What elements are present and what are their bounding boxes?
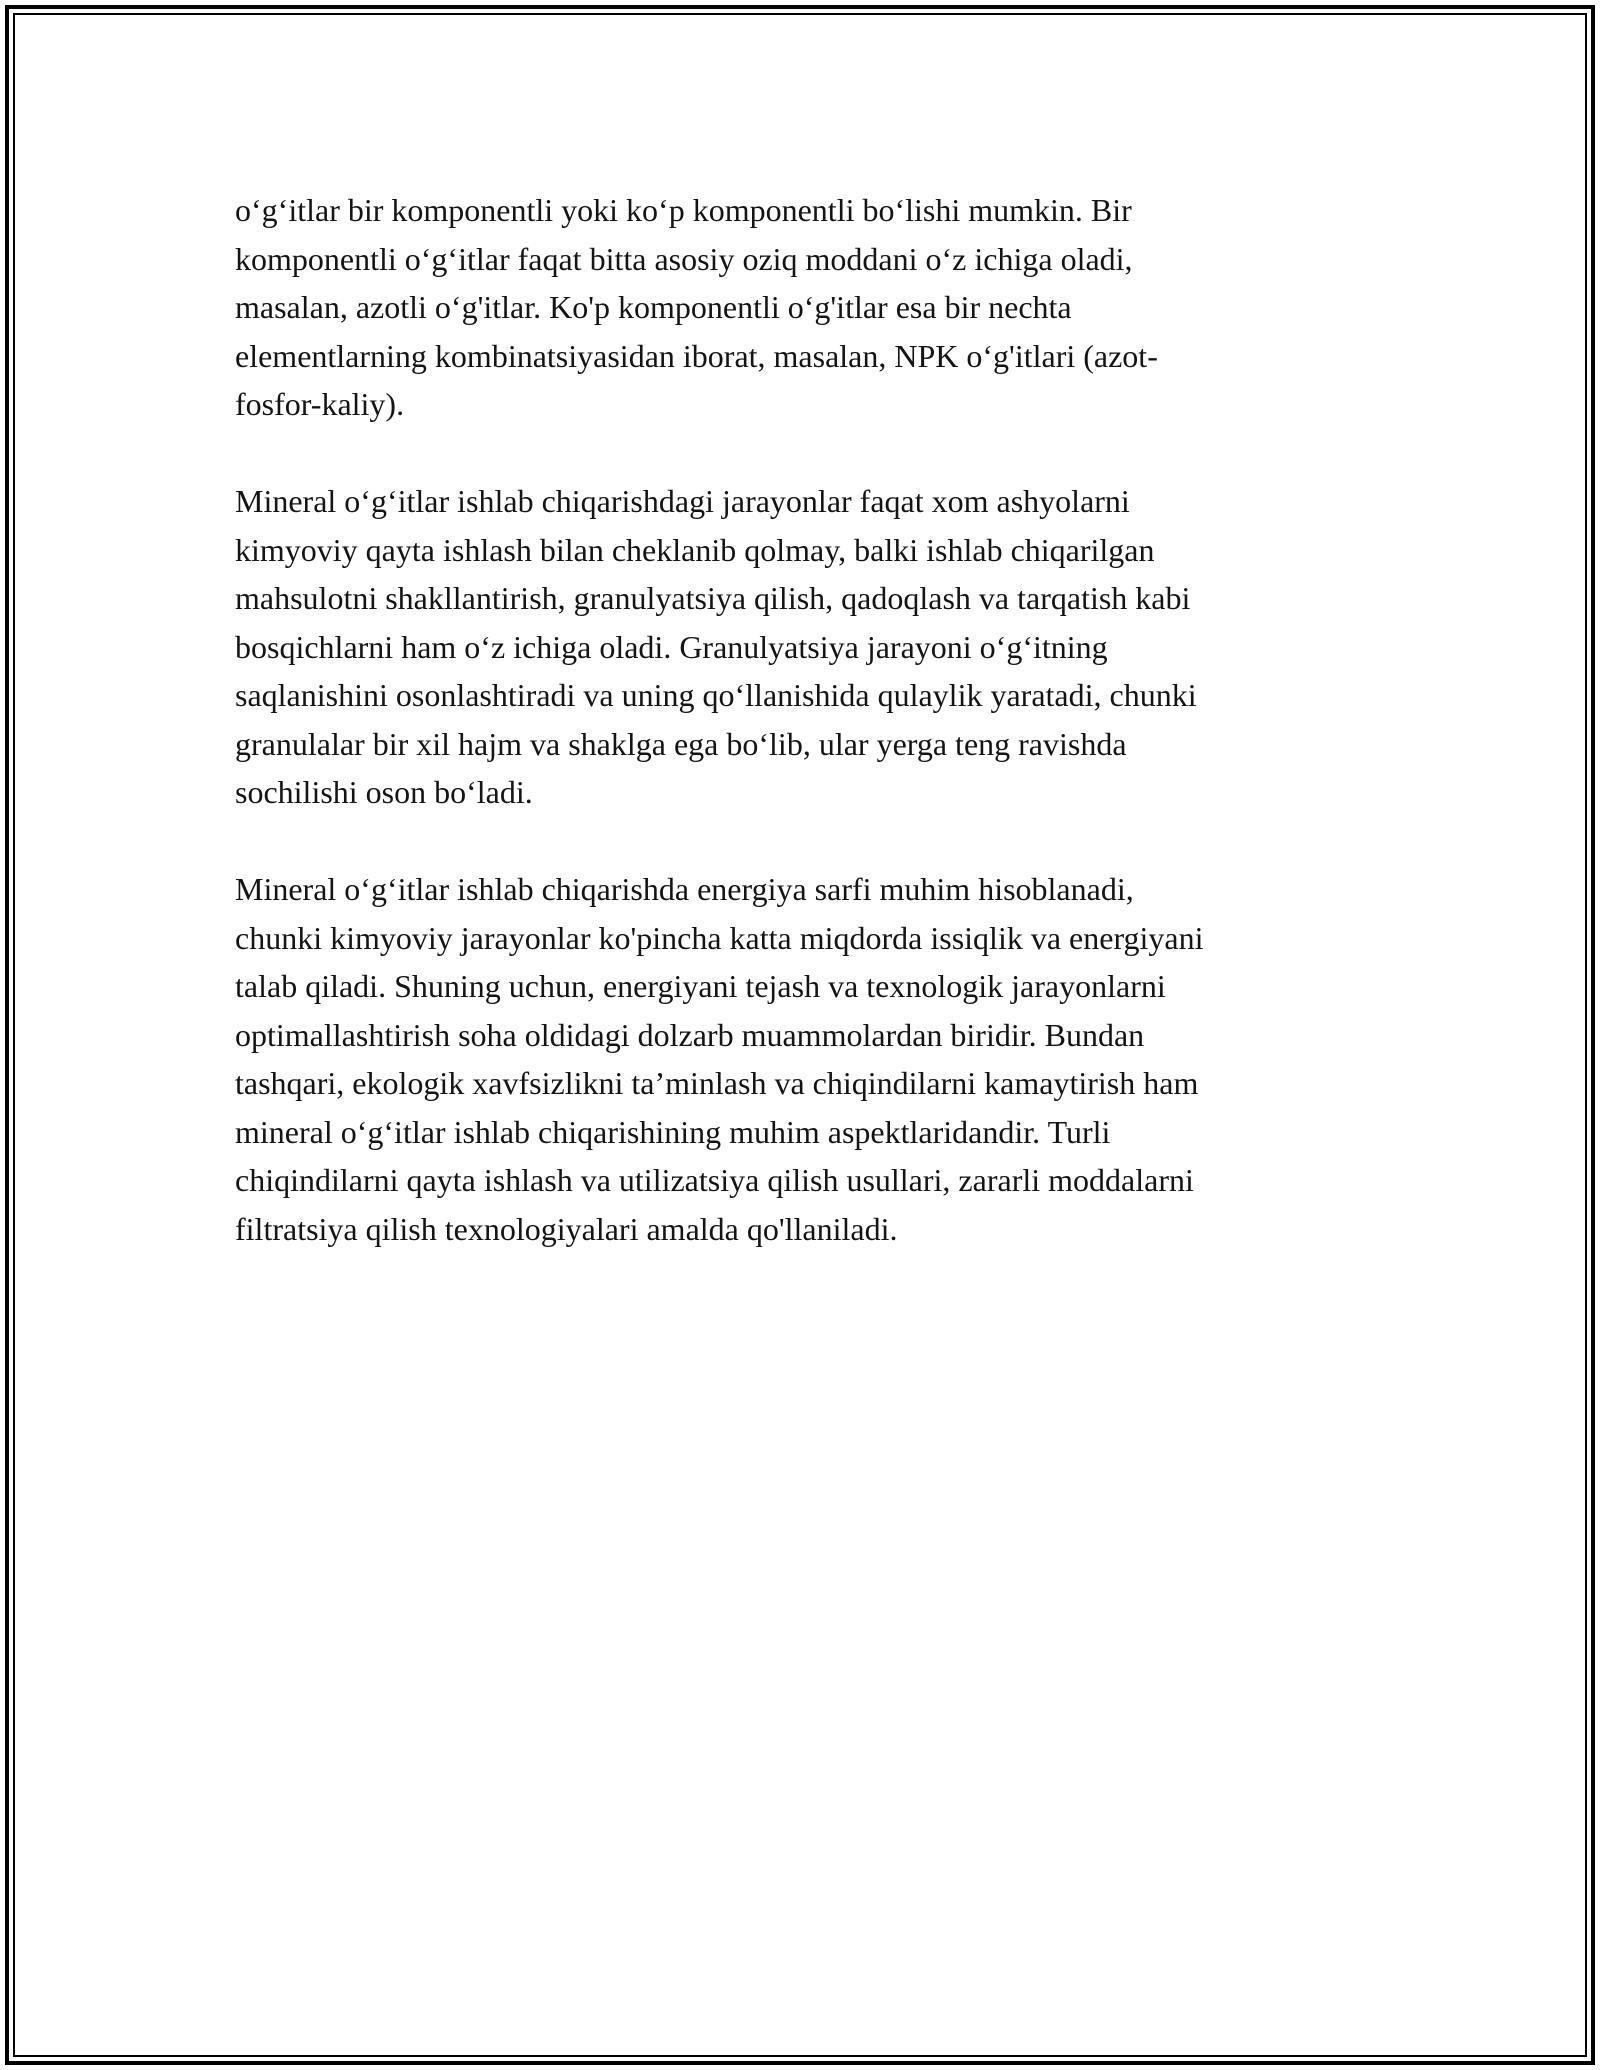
paragraph-fertilizer-components: o‘g‘itlar bir komponentli yoki ko‘p komponentli bo‘lishi mumkin. Bir komponentli o‘g‘itlar faqat bitta asosiy oziq moddani o‘z ichiga oladi, masalan, azotli o‘g'itlar. Ko'p komponentli o‘g'itlar esa bir nechta elementlarning kombinatsiyasidan iborat, masalan, NPK o‘g'itlari (azot- fosfor-kaliy). xyxy=(235,192,1158,422)
paragraph-production-processes: Mineral o‘g‘itlar ishlab chiqarishdagi jarayonlar faqat xom ashyolarni kimyoviy qayta ishlash bilan cheklanib qolmay, balki ishlab chiqarilgan mahsulotni shakllantirish, granulyatsiya qilish, qadoqlash va tarqatish kabi bosqichlarni ham o‘z ichiga oladi. Granulyatsiya jarayoni o‘g‘itning saqlanishini osonlashtiradi va uning qo‘llanishida qulaylik yaratadi, chunki granulalar bir xil hajm va shaklga ega bo‘lib, ular yerga teng ravishda sochilishi oson bo‘ladi. xyxy=(235,483,1197,810)
paragraph-energy-ecology: Mineral o‘g‘itlar ishlab chiqarishda energiya sarfi muhim hisoblanadi, chunki kimyoviy jarayonlar ko'pincha katta miqdorda issiqlik va energiyani talab qiladi. Shuning uchun, energiyani tejash va texnologik jarayonlarni optimallashtirish soha oldidagi dolzarb muammolardan biridir. Bundan tashqari, ekologik xavfsizlikni ta’minlash va chiqindilarni kamaytirish ham mineral o‘g‘itlar ishlab chiqarishining muhim aspektlaridandir. Turli chiqindilarni qayta ishlash va utilizatsiya qilish usullari, zararli moddalarni filtratsiya qilish texnologiyalari amalda qo'llaniladi. xyxy=(235,871,1204,1247)
document-body xyxy=(235,186,1365,1302)
